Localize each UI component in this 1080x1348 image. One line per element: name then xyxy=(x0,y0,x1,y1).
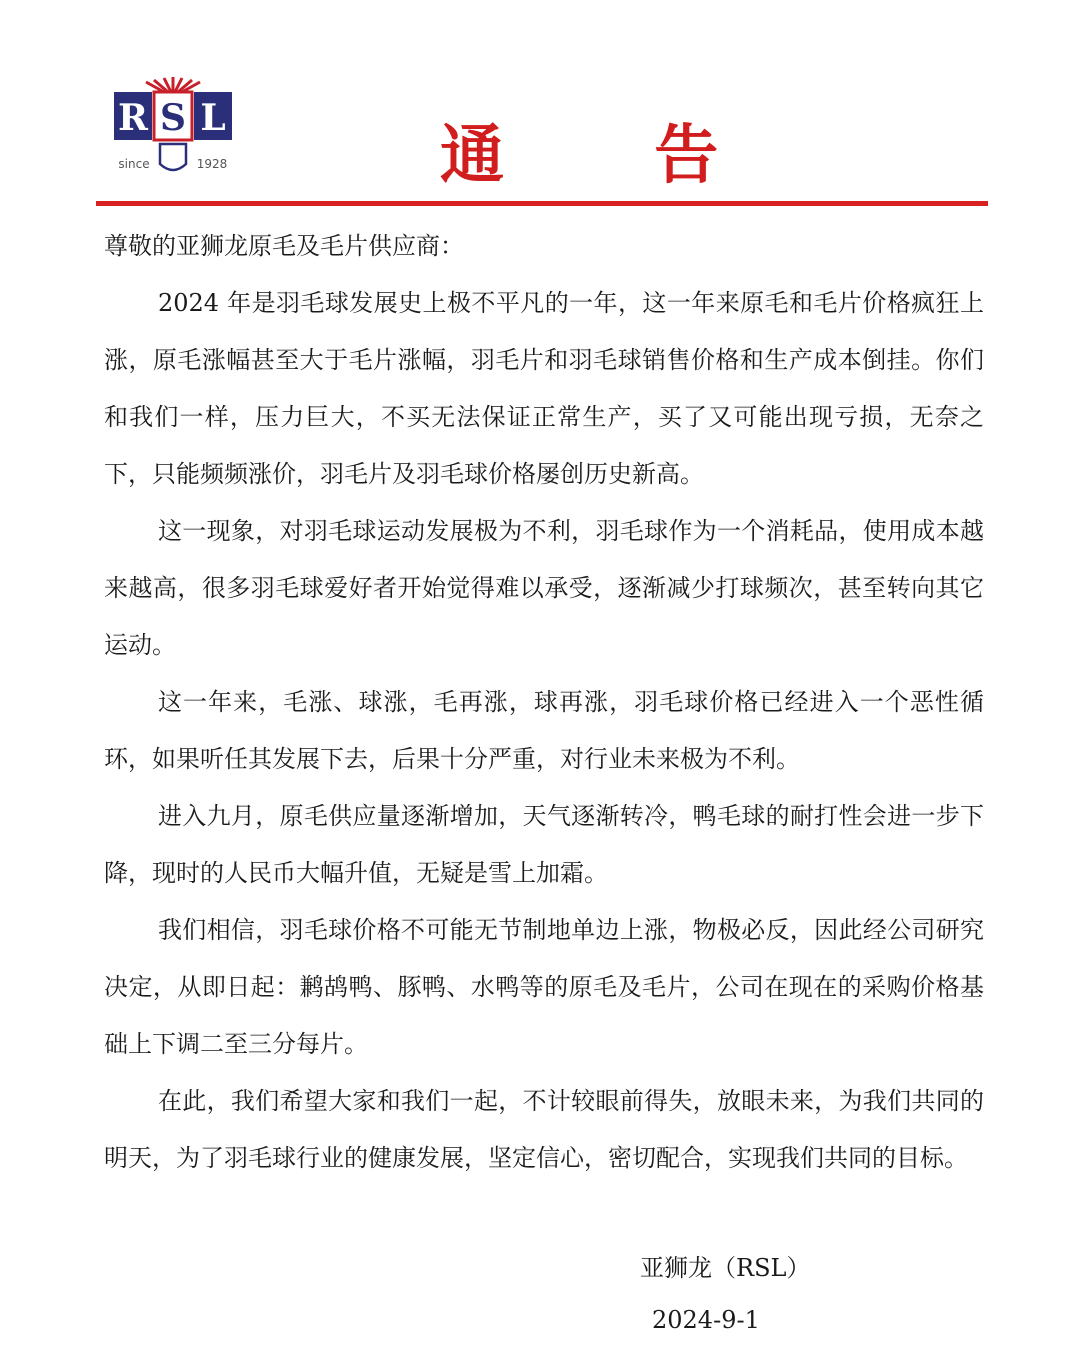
rsl-logo-graphic xyxy=(108,72,238,190)
svg-text:since: since xyxy=(118,157,150,171)
signature-date: 2024-9-1 xyxy=(652,1306,760,1334)
paragraph-1: 2024 年是羽毛球发展史上极不平凡的一年，这一年来原毛和毛片价格疯狂上涨，原毛涨幅甚至大于毛片涨幅，羽毛片和羽毛球销售价格和生产成本倒挂。你们和我们一样，压力巨大，不买无法保证正常生产，买了又可能出现亏损，无奈之下，只能频频涨价，羽毛片及羽毛球价格屡创历史新高。 xyxy=(104,289,984,488)
paragraph-3: 这一年来，毛涨、球涨，毛再涨，球再涨，羽毛球价格已经进入一个恶性循环，如果听任其发展下去，后果十分严重，对行业未来极为不利。 xyxy=(104,688,984,773)
notice-body xyxy=(104,218,984,1187)
title-divider xyxy=(96,201,988,206)
salutation: 尊敬的亚狮龙原毛及毛片供应商： xyxy=(104,232,464,260)
svg-text:L: L xyxy=(200,97,226,139)
signature-name: 亚狮龙（RSL） xyxy=(640,1254,811,1282)
logo-letter-r: R xyxy=(118,97,148,139)
svg-text:S: S xyxy=(160,97,186,139)
paragraph-5: 我们相信，羽毛球价格不可能无节制地单边上涨，物极必反，因此经公司研究决定，从即日起：鹣鸪鸭、豚鸭、水鸭等的原毛及毛片，公司在现在的采购价格基础上下调二至三分每片。 xyxy=(104,916,984,1058)
company-logo xyxy=(108,72,238,190)
paragraph-6: 在此，我们希望大家和我们一起，不计较眼前得失，放眼未来，为我们共同的明天，为了羽毛球行业的健康发展，坚定信心，密切配合，实现我们共同的目标。 xyxy=(104,1087,984,1172)
paragraph-4: 进入九月，原毛供应量逐渐增加，天气逐渐转冷，鸭毛球的耐打性会进一步下降，现时的人民币大幅升值，无疑是雪上加霜。 xyxy=(104,802,984,887)
notice-title: 通 告 xyxy=(440,118,783,193)
svg-text:1928: 1928 xyxy=(196,157,228,171)
paragraph-2: 这一现象，对羽毛球运动发展极为不利，羽毛球作为一个消耗品，使用成本越来越高，很多羽毛球爱好者开始觉得难以承受，逐渐减少打球频次，甚至转向其它运动。 xyxy=(104,517,984,659)
